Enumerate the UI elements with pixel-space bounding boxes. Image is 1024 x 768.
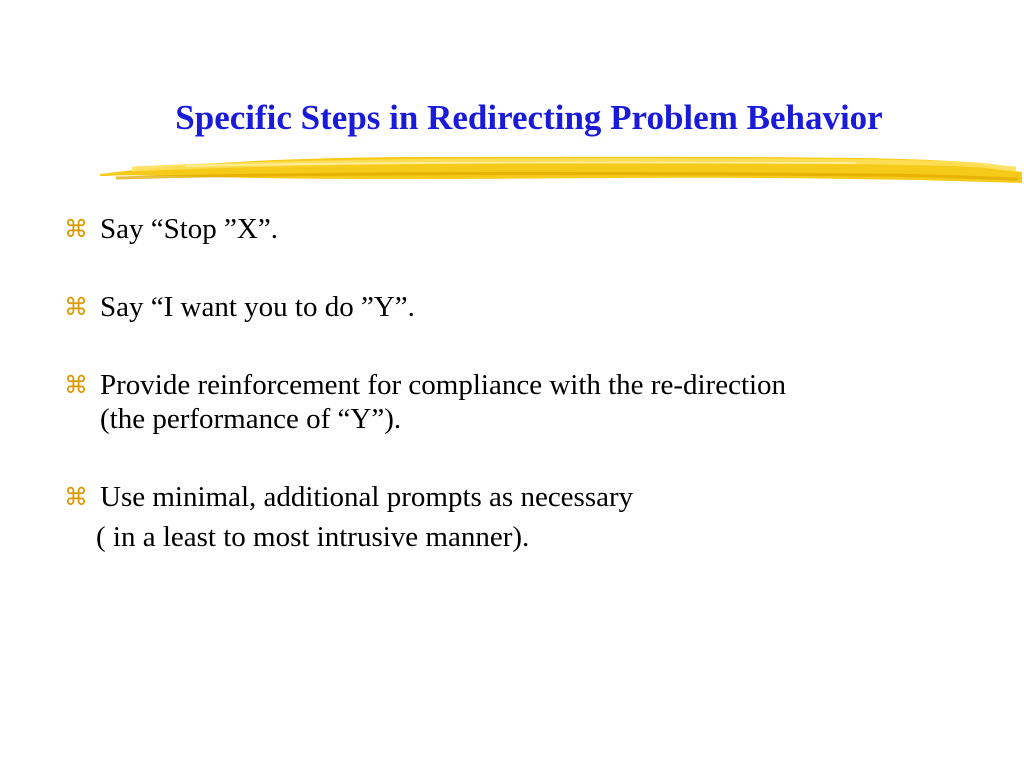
bullet-text: Use minimal, additional prompts as necessary xyxy=(100,481,634,513)
bullet-list xyxy=(64,212,964,598)
command-key-icon: ⌘ xyxy=(64,293,88,321)
slide-title: Specific Steps in Redirecting Problem Behavior xyxy=(175,98,883,137)
bullet-item xyxy=(64,368,964,436)
command-key-icon: ⌘ xyxy=(64,371,88,399)
bullet-item xyxy=(64,290,964,324)
bullet-text: Say “Stop ”X”. xyxy=(100,213,278,245)
bullet-text: Provide reinforcement for compliance with the re-direction (the performance of “Y”). xyxy=(100,369,787,435)
bullet-continuation-text: ( in a least to most intrusive manner). xyxy=(96,521,530,553)
bullet-text: Say “I want you to do ”Y”. xyxy=(100,291,415,323)
command-key-icon: ⌘ xyxy=(64,215,88,243)
command-key-icon: ⌘ xyxy=(64,483,88,511)
bullet-item xyxy=(64,480,964,554)
title-underline-brush-stroke xyxy=(96,144,1024,190)
bullet-item xyxy=(64,212,964,246)
